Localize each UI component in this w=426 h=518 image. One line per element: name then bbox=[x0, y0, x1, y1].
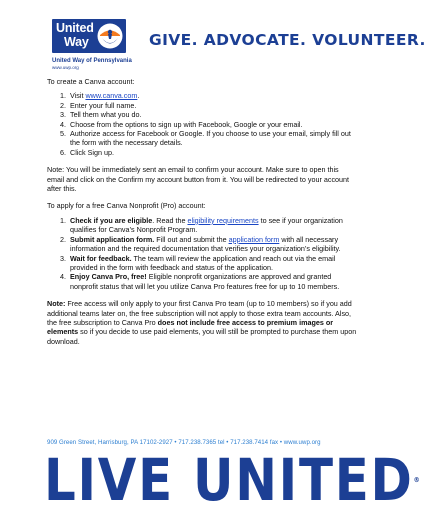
canva-signup-steps bbox=[47, 91, 357, 157]
list-item: 4. Choose from the options to sign up with Facebook, Google or your email. bbox=[68, 120, 357, 129]
logo-line-1: United bbox=[56, 21, 94, 35]
list-item: 1. Check if you are eligible. Read the eligibility requirements to see if your organization qualifies for Canva’s Nonprofit Program. bbox=[68, 216, 357, 235]
org-name: United Way of Pennsylvania bbox=[52, 58, 132, 64]
eligibility-requirements-link[interactable]: eligibility requirements bbox=[187, 215, 259, 225]
canva-link[interactable]: www.canva.com bbox=[85, 91, 138, 101]
list-item: 5. Authorize access for Facebook or Google. If you choose to use your email, simply fill out the form with the necessary details. bbox=[68, 129, 357, 148]
list-item: 3. Tell them what you do. bbox=[68, 110, 357, 119]
list-item: 1. Visit www.canva.com. bbox=[68, 91, 357, 100]
org-url[interactable]: www.uwp.org bbox=[52, 65, 79, 70]
list-item: 2. Enter your full name. bbox=[68, 101, 357, 110]
registered-mark: ® bbox=[413, 476, 420, 484]
footer-address: 909 Green Street, Harrisburg, PA 17102-2927 • 717.238.7365 tel • 717.238.7414 fax • www.uwp.org bbox=[47, 439, 321, 446]
section1-intro: To create a Canva account: bbox=[47, 77, 135, 86]
live-united-slogan: LIVE UNITED® bbox=[44, 446, 420, 514]
application-form-link[interactable]: application form bbox=[228, 234, 280, 244]
united-way-logo bbox=[52, 19, 126, 53]
section1-note: Note: You will be immediately sent an email to confirm your account. Make sure to open this email and click on the Confirm my account button from it. You will be redirected to your account after this. bbox=[47, 165, 350, 194]
list-item: 3. Wait for feedback. The team will review the application and reach out via the email provided in the form with feedback and status of the application. bbox=[68, 254, 357, 273]
logo-line-2: Way bbox=[64, 35, 89, 49]
nonprofit-steps bbox=[47, 216, 357, 291]
section2-note: Note: Free access will only apply to your first Canva Pro team (up to 10 members) so if you add additional teams later on, the free subscription will not apply to those extra team accounts. Also, the free subscription to Canva Pro does not include free access to premium images or elements so if you decide to use paid elements, you will still be prompted to purchase them upon download. bbox=[47, 299, 357, 346]
helping-hand-icon bbox=[97, 22, 123, 50]
document-body bbox=[47, 77, 357, 346]
list-item: 2. Submit application form. Fill out and submit the application form with all necessary information and the required documentation that verifies your organization’s eligibility. bbox=[68, 235, 357, 254]
letterhead bbox=[46, 19, 426, 75]
section2-intro: To apply for a free Canva Nonprofit (Pro) account: bbox=[47, 201, 206, 211]
list-item: 4. Enjoy Canva Pro, free! Eligible nonprofit organizations are approved and granted nonprofit status that will let you utilize Canva Pro features free for up to 10 members. bbox=[68, 272, 357, 291]
tagline: GIVE. ADVOCATE. VOLUNTEER. bbox=[149, 31, 426, 49]
list-item: 6. Click Sign up. bbox=[68, 148, 357, 157]
